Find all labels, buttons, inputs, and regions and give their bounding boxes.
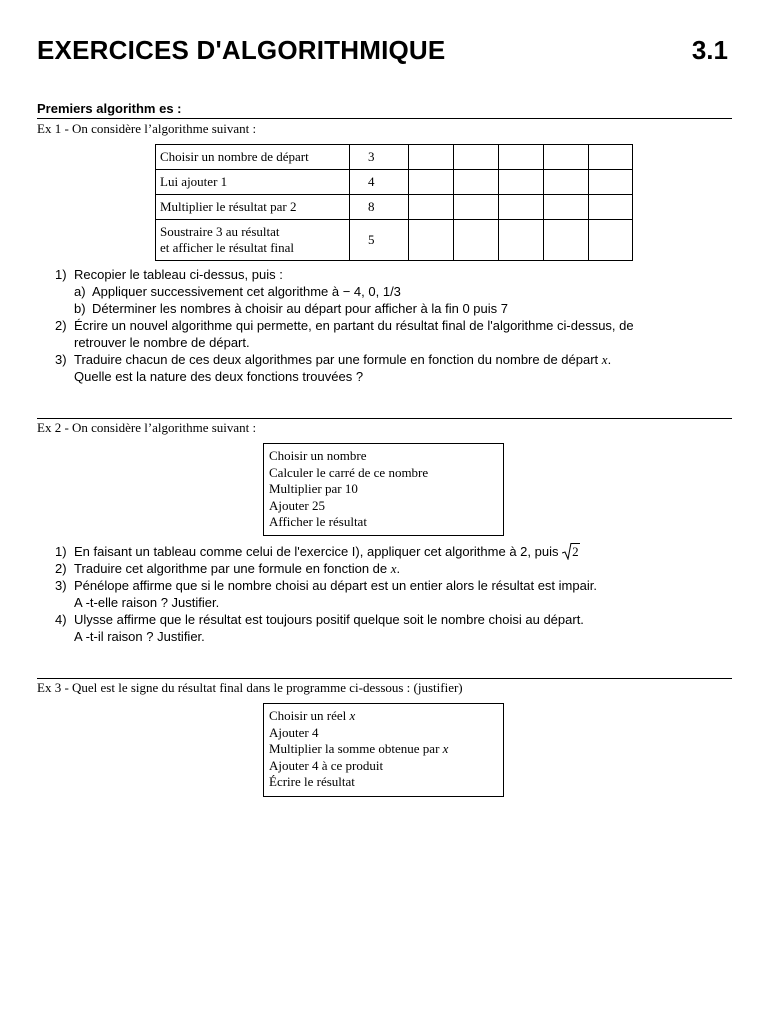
empty-cell: [544, 170, 589, 195]
step-cell: Choisir un nombre de départ: [156, 145, 350, 170]
empty-cell: [544, 220, 589, 261]
section-divider: [37, 118, 732, 119]
ex2-algorithm-box: [263, 443, 504, 536]
question-text-part: En faisant un tableau comme celui de l'exercice I), appliquer cet algorithme à 2, puis: [74, 544, 559, 559]
radicand: 2: [572, 544, 579, 559]
value-cell: 8: [350, 195, 409, 220]
table-row: [156, 220, 633, 261]
punctuation: .: [396, 561, 401, 576]
algorithm-step: [269, 741, 498, 758]
question-number: 3): [55, 578, 67, 593]
empty-cell: [499, 195, 544, 220]
section-title: Premiers algorithm es :: [37, 101, 182, 116]
question-text-part: Traduire chacun de ces deux algorithmes par une formule en fonction du nombre de départ: [74, 352, 599, 367]
question-text: Appliquer successivement cet algorithme à − 4, 0, 1/3: [92, 284, 401, 299]
question-text: Écrire un nouvel algorithme qui permette, en partant du résultat final de l'algorithme ci-dessus, de: [74, 318, 634, 333]
algorithm-step: Ajouter 25: [269, 497, 325, 513]
empty-cell: [544, 195, 589, 220]
step-cell: Multiplier le résultat par 2: [156, 195, 350, 220]
empty-cell: [409, 220, 454, 261]
empty-cell: [454, 220, 499, 261]
empty-cell: [544, 145, 589, 170]
exercise-divider: [37, 418, 732, 419]
exercise-divider: [37, 678, 732, 679]
empty-cell: [499, 145, 544, 170]
variable-x: x: [390, 561, 397, 576]
variable-x: x: [601, 352, 608, 367]
empty-cell: [409, 195, 454, 220]
table-row: [156, 195, 633, 220]
radical-sign-icon: [562, 543, 572, 560]
table-row: [156, 170, 633, 195]
square-root: [562, 544, 580, 561]
empty-cell: [409, 145, 454, 170]
question-number: 4): [55, 612, 67, 627]
question-number: 1): [55, 267, 67, 282]
algorithm-step: Ajouter 4: [269, 724, 319, 740]
value-cell: 3: [350, 145, 409, 170]
ex2-intro: Ex 2 - On considère l’algorithme suivant :: [37, 420, 257, 435]
ex1-algorithm-table: [155, 144, 633, 261]
page-number: 3.1: [691, 35, 728, 65]
question-text: A -t-il raison ? Justifier.: [74, 629, 205, 644]
question-text: Déterminer les nombres à choisir au départ pour afficher à la fin 0 puis 7: [92, 301, 508, 316]
step-line: Soustraire 3 au résultat: [160, 224, 280, 239]
step-cell: Lui ajouter 1: [156, 170, 350, 195]
question-text: A -t-elle raison ? Justifier.: [74, 595, 220, 610]
question-number: 2): [55, 561, 67, 576]
empty-cell: [589, 145, 633, 170]
algorithm-step: Afficher le résultat: [269, 514, 367, 530]
empty-cell: [454, 145, 499, 170]
ex1-intro: Ex 1 - On considère l’algorithme suivant :: [37, 121, 257, 136]
ex3-intro: Ex 3 - Quel est le signe du résultat final dans le programme ci-dessous : (justifier): [37, 680, 463, 695]
ex3-algorithm-box: [263, 703, 504, 797]
question-number: 3): [55, 352, 67, 367]
algorithm-step: Choisir un nombre: [269, 448, 367, 463]
table-row: [156, 145, 633, 170]
value-cell: 4: [350, 170, 409, 195]
question-text: retrouver le nombre de départ.: [74, 335, 250, 350]
empty-cell: [589, 220, 633, 261]
empty-cell: [454, 170, 499, 195]
question-text: Ulysse affirme que le résultat est toujours positif quelque soit le nombre choisi au départ.: [74, 612, 584, 627]
question-text-part: Traduire cet algorithme par une formule en fonction de: [74, 561, 388, 576]
question-number: a): [74, 284, 86, 299]
algorithm-step: Écrire le résultat: [269, 774, 355, 790]
step-cell: [156, 220, 350, 261]
punctuation: .: [607, 352, 612, 367]
question-text: [74, 561, 400, 578]
question-text: [74, 352, 611, 369]
algorithm-step: Ajouter 4 à ce produit: [269, 757, 384, 773]
algorithm-step: [269, 708, 498, 725]
variable-x: x: [349, 708, 356, 723]
question-number: b): [74, 301, 86, 316]
empty-cell: [589, 170, 633, 195]
algorithm-step-text: Choisir un réel: [269, 708, 347, 723]
algorithm-step: Calculer le carré de ce nombre: [269, 464, 429, 480]
question-text: Quelle est la nature des deux fonctions trouvées ?: [74, 369, 364, 384]
question-text: Recopier le tableau ci-dessus, puis :: [74, 267, 283, 282]
question-text: Pénélope affirme que si le nombre choisi au départ est un entier alors le résultat est impair.: [74, 578, 597, 593]
algorithm-step: Multiplier par 10: [269, 481, 358, 497]
empty-cell: [409, 170, 454, 195]
step-line: et afficher le résultat final: [160, 240, 295, 255]
question-number: 1): [55, 544, 67, 559]
empty-cell: [499, 170, 544, 195]
algorithm-step-text: Multiplier la somme obtenue par: [269, 741, 440, 757]
variable-x: x: [442, 741, 449, 757]
empty-cell: [589, 195, 633, 220]
value-cell: 5: [350, 220, 409, 261]
question-text: [74, 544, 580, 561]
question-number: 2): [55, 318, 67, 333]
empty-cell: [499, 220, 544, 261]
empty-cell: [454, 195, 499, 220]
page-title: EXERCICES D'ALGORITHMIQUE: [37, 35, 446, 65]
